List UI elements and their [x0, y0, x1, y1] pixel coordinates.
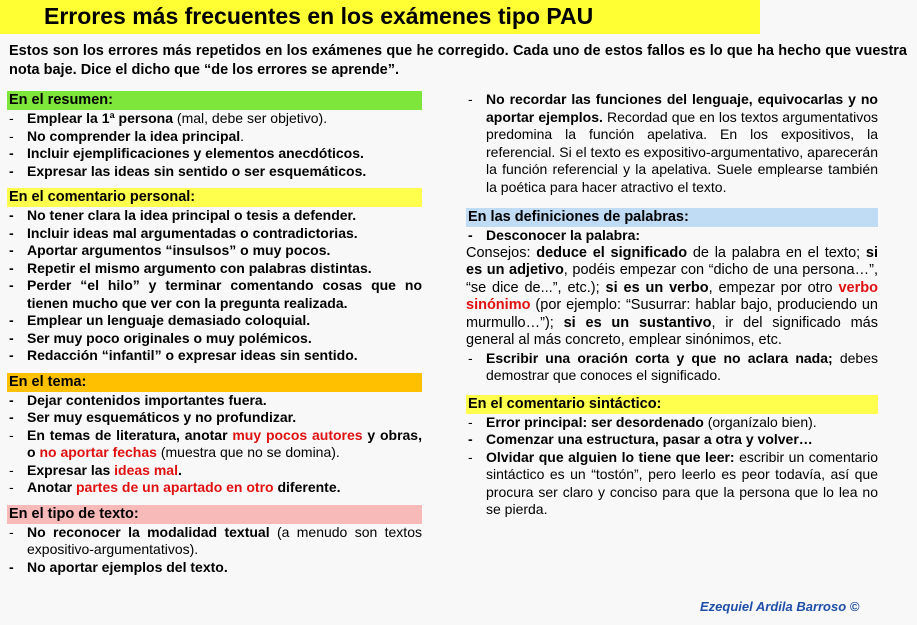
- section-heading-sintactico: En el comentario sintáctico:: [466, 395, 878, 414]
- list-item: - No recordar las funciones del lenguaje, equivocarlas y no aportar ejemplos. Recordad que en los textos argumentativos predomina la función apelativa. En los expositivos, la referencial. Si el texto es expositivo-argumentativo, aparecerán la función referencial y la apelativa. Suele emplearse también la poética para hacer atractivo el texto.: [466, 91, 878, 196]
- section-heading-resumen: En el resumen:: [7, 91, 422, 110]
- tema-list: [7, 392, 422, 497]
- list-item: - Dejar contenidos importantes fuera.: [7, 392, 422, 410]
- definiciones-paragraph: Consejos: deduce el significado de la palabra en el texto; si es un adjetivo, podéis empezar con “dicho de una persona…”, “se dice de...”, etc.); si es un verbo, empezar por otro verbo sinónimo (por ejemplo: “Susurrar: hablar bajo, produciendo un murmullo…”); si es un sustantivo, ir del significado más general al más concreto, emplear sinónimos, etc.: [466, 244, 878, 348]
- list-item: - Redacción “infantil” o expresar ideas sin sentido.: [7, 347, 422, 365]
- list-item: - Ser muy poco originales o muy polémicos.: [7, 330, 422, 348]
- list-item: - Perder “el hilo” y terminar comentando cosas que no tienen mucho que ver con la pregunta realizada.: [7, 277, 422, 312]
- right-column: [466, 91, 878, 519]
- tipo-list: [7, 524, 422, 577]
- left-column: [7, 91, 422, 576]
- section-heading-definiciones: En las definiciones de palabras:: [466, 208, 878, 227]
- list-item: - Error principal: ser desordenado (organízalo bien).: [466, 414, 878, 432]
- definiciones-list: [466, 227, 878, 245]
- list-item: - No comprender la idea principal.: [7, 128, 422, 146]
- definiciones-list-2: [466, 350, 878, 385]
- resumen-list: [7, 110, 422, 180]
- list-item: - Emplear la 1ª persona (mal, debe ser objetivo).: [7, 110, 422, 128]
- list-item: - Anotar partes de un apartado en otro diferente.: [7, 479, 422, 497]
- sintactico-list: [466, 414, 878, 519]
- list-item: - Emplear un lenguaje demasiado coloquial.: [7, 312, 422, 330]
- list-item: - Olvidar que alguien lo tiene que leer: escribir un comentario sintáctico es un “tostón”, pero leerlo es peor todavía, así que procura ser claro y conciso para que la persona que lo lea no se pierda.: [466, 449, 878, 519]
- section-heading-comentario-personal: En el comentario personal:: [7, 188, 422, 207]
- list-item: - Desconocer la palabra:: [466, 227, 878, 245]
- list-item: - Expresar las ideas mal.: [7, 462, 422, 480]
- page-title: Errores más frecuentes en los exámenes tipo PAU: [44, 3, 594, 29]
- list-item: - Ser muy esquemáticos y no profundizar.: [7, 409, 422, 427]
- list-item: - No aportar ejemplos del texto.: [7, 559, 422, 577]
- section-heading-tipo-texto: En el tipo de texto:: [7, 505, 422, 524]
- list-item: - Comenzar una estructura, pasar a otra y volver…: [466, 431, 878, 449]
- list-item: - Aportar argumentos “insulsos” o muy pocos.: [7, 242, 422, 260]
- list-item: - Incluir ejemplificaciones y elementos anecdóticos.: [7, 145, 422, 163]
- author-credit: Ezequiel Ardila Barroso ©: [700, 599, 860, 614]
- comentario-list: [7, 207, 422, 365]
- list-item: - No tener clara la idea principal o tesis a defender.: [7, 207, 422, 225]
- funciones-list: [466, 91, 878, 196]
- list-item: - No reconocer la modalidad textual (a menudo son textos expositivo-argumentativos).: [7, 524, 422, 559]
- list-item: - Expresar las ideas sin sentido o ser esquemáticos.: [7, 163, 422, 181]
- list-item: - Repetir el mismo argumento con palabras distintas.: [7, 260, 422, 278]
- section-heading-tema: En el tema:: [7, 373, 422, 392]
- list-item: - Incluir ideas mal argumentadas o contradictorias.: [7, 225, 422, 243]
- intro-paragraph: Estos son los errores más repetidos en los exámenes que he corregido. Cada uno de estos fallos es lo que ha hecho que vuestra nota baje. Dice el dicho que “de los errores se aprende”.: [9, 43, 907, 78]
- list-item: - En temas de literatura, anotar muy pocos autores y obras, o no aportar fechas (muestra que no se domina).: [7, 427, 422, 462]
- list-item: - Escribir una oración corta y que no aclara nada; debes demostrar que conoces el significado.: [466, 350, 878, 385]
